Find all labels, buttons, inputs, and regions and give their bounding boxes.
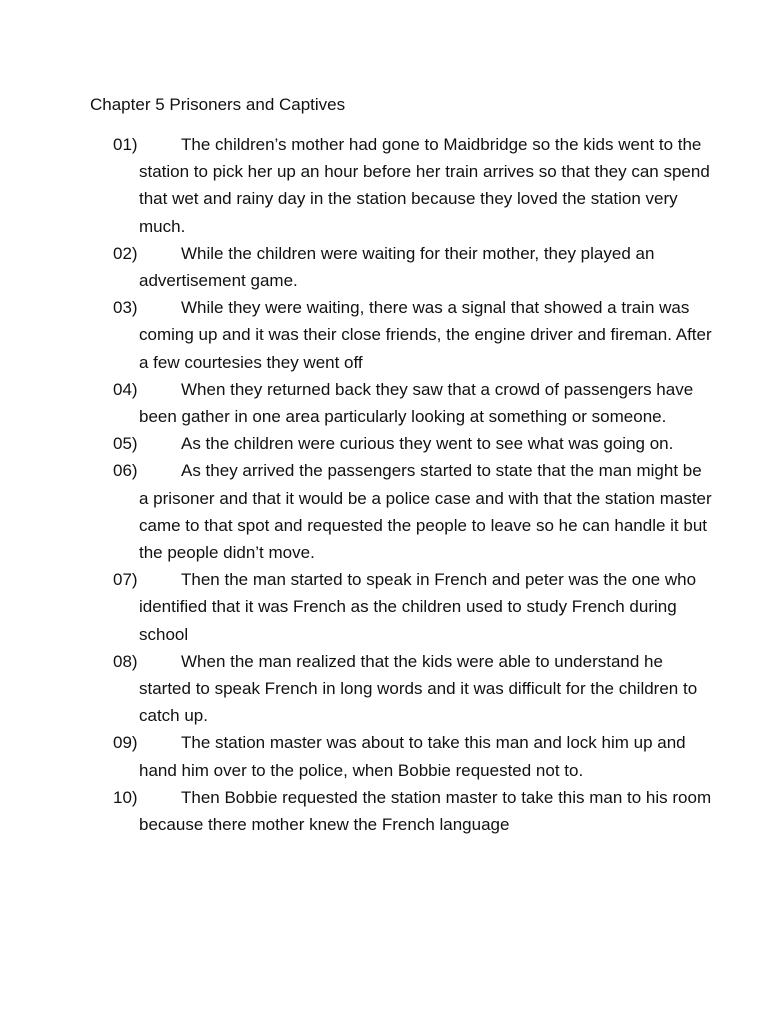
item-text: While the children were waiting for their mother, they played an advertisement game. [139,243,655,291]
item-text: Then the man started to speak in French and peter was the one who identified that it was French as the children used to study French during school [139,570,697,644]
item-number: 03) [113,298,138,318]
list-item [113,240,713,294]
item-text: When the man realized that the kids were able to understand he started to speak French in long words and it was difficult for the children to catch up. [139,651,698,726]
item-text: When they returned back they saw that a crowd of passengers have been gather in one area particularly looking at something or someone. [139,379,694,427]
list-item [113,294,713,376]
item-text: As they arrived the passengers started to state that the man might be a prisoner and that it would be a police case and with that the station master came to that spot and requested the people to leave so he can handle it but the people didn’t move. [139,461,712,563]
item-number: 04) [113,379,138,399]
item-number: 02) [113,243,138,263]
list-item [113,566,713,648]
page-title: Chapter 5 Prisoners and Captives [90,95,346,114]
item-text: The station master was about to take this man and lock him up and hand him over to the police, when Bobbie requested not to. [139,733,686,780]
item-text: While they were waiting, there was a signal that showed a train was coming up and it was their close friends, the engine driver and fireman. After a few courtesies they went off [139,298,712,372]
item-text: As the children were curious they went to see what was going on. [181,434,674,454]
item-number: 06) [113,461,138,481]
item-number: 08) [113,651,138,671]
item-number: 10) [113,787,138,807]
list-item [113,376,713,430]
item-number: 01) [113,135,138,154]
item-text: The children’s mother had gone to Maidbridge so the kids went to the station to pick her up an hour before her train arrives so that they can spend that wet and rainy day in the station because they loved the station very much. [139,135,710,236]
item-number: 09) [113,733,138,753]
list-item [113,457,713,566]
numbered-list [113,131,713,838]
list-item [113,648,713,730]
list-item [113,131,713,240]
list-item [113,430,713,457]
item-number: 07) [113,570,138,590]
list-item [113,729,713,783]
list-item [113,784,713,838]
item-text: Then Bobbie requested the station master to take this man to his room because there mother knew the French language [139,787,712,835]
item-number: 05) [113,434,138,454]
